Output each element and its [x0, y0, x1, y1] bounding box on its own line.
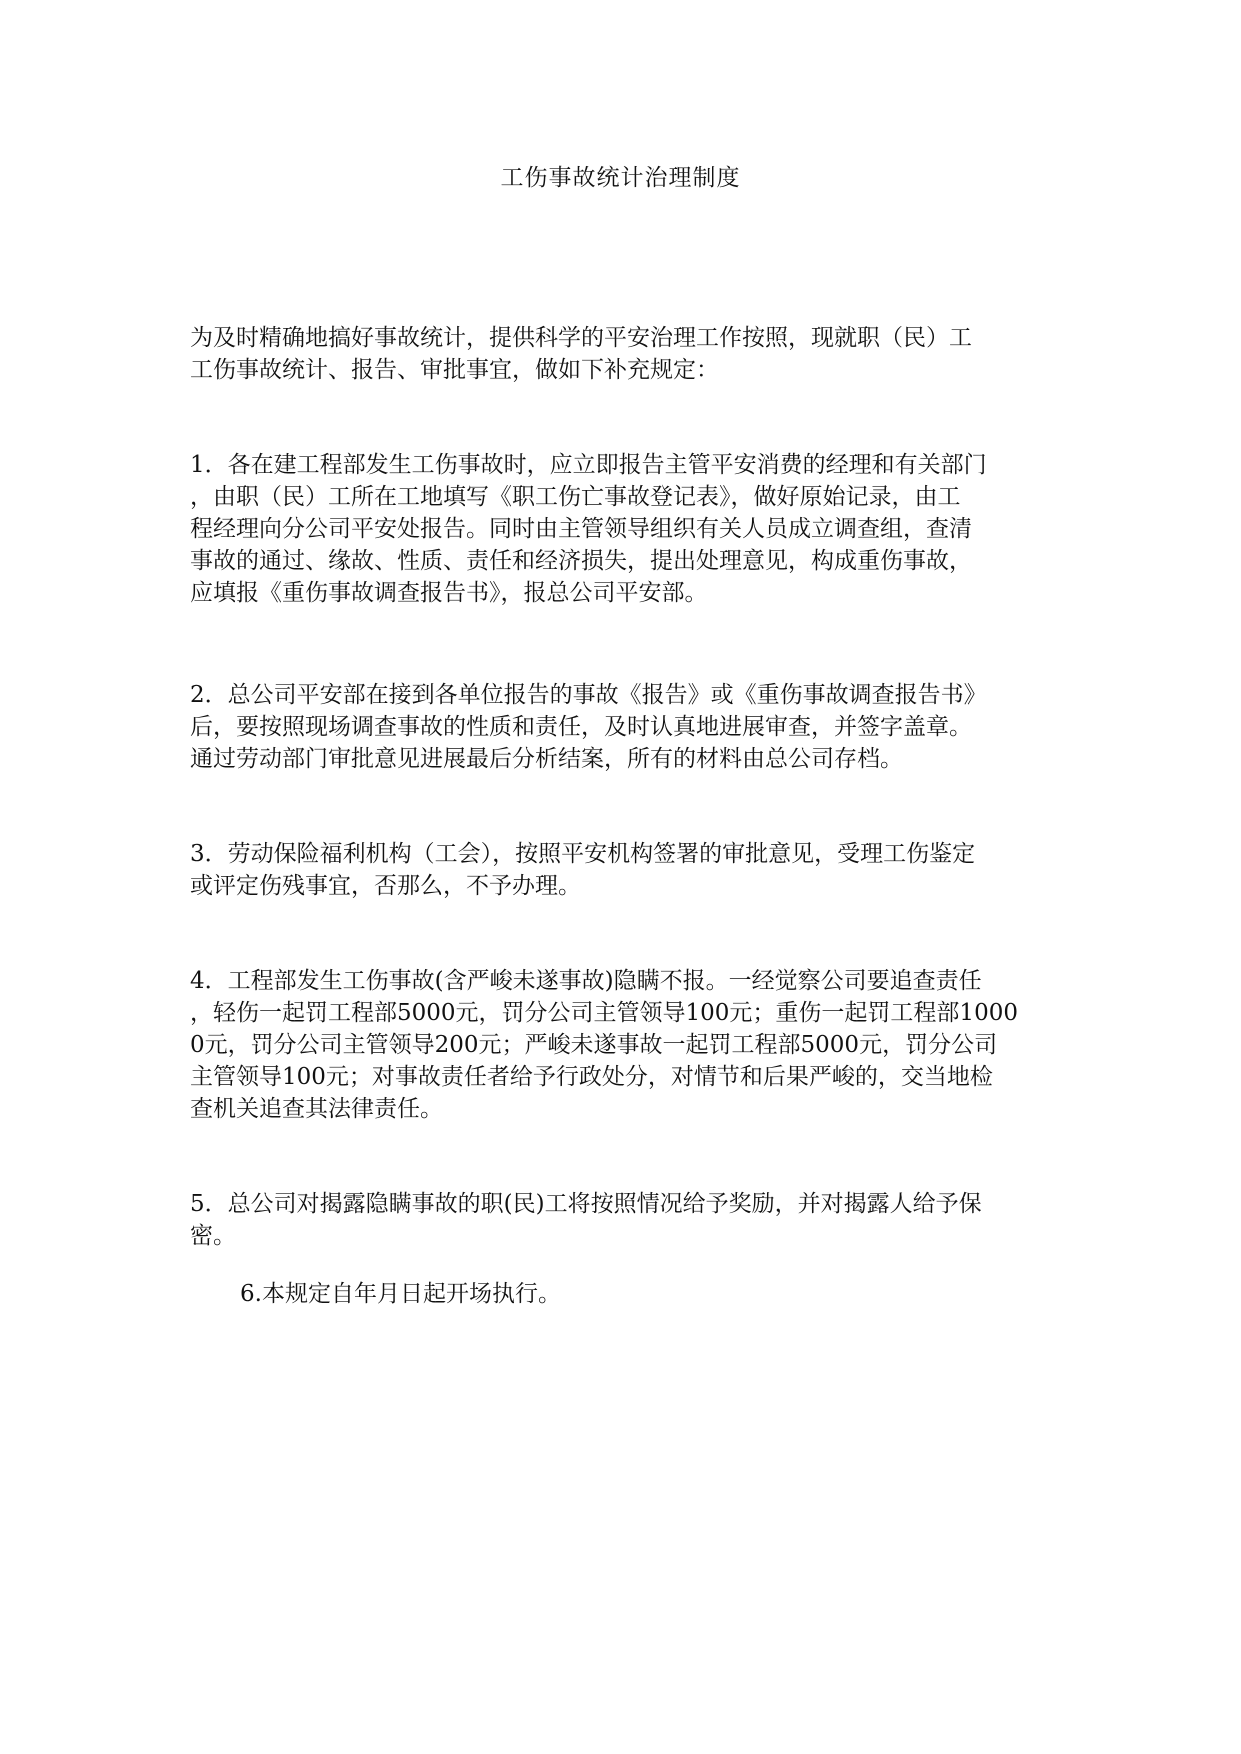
document-title: 工伤事故统计治理制度 [500, 165, 741, 191]
text-line: 3．劳动保险福利机构（工会），按照平安机构签署的审批意见，受理工伤鉴定 [190, 841, 976, 867]
text-line: 0元，罚分公司主管领导200元；严峻未遂事故一起罚工程部5000元，罚分公司 [190, 1032, 998, 1058]
text-line: 后，要按照现场调查事故的性质和责任，及时认真地进展审查，并签字盖章。 [190, 714, 972, 740]
text-line: ，由职（民）工所在工地填写《职工伤亡事故登记表》，做好原始记录，由工 [190, 484, 961, 510]
text-line: 为及时精确地搞好事故统计，提供科学的平安治理工作按照，现就职（民）工 [190, 325, 972, 351]
text-line: 应填报《重伤事故调查报告书》，报总公司平安部。 [190, 580, 708, 606]
text-line: 密。 [190, 1223, 236, 1249]
text-line: 查机关追查其法律责任。 [190, 1096, 443, 1122]
clause-4-paragraph [190, 965, 1052, 1125]
text-line: 4．工程部发生工伤事故(含严峻未遂事故)隐瞒不报。一经觉察公司要追查责任 [190, 968, 982, 994]
text-line: 工伤事故统计、报告、审批事宜，做如下补充规定： [190, 357, 719, 383]
text-line: ，轻伤一起罚工程部5000元，罚分公司主管领导100元；重伤一起罚工程部1000 [190, 1000, 1018, 1026]
clause-3-paragraph [190, 838, 1052, 902]
clause-5-paragraph [190, 1188, 1052, 1252]
text-line: 6.本规定自年月日起开场执行。 [240, 1281, 561, 1307]
text-line: 1．各在建工程部发生工伤事故时，应立即报告主管平安消费的经理和有关部门 [190, 452, 987, 478]
clause-2-paragraph [190, 679, 1052, 775]
text-line: 2．总公司平安部在接到各单位报告的事故《报告》或《重伤事故调查报告书》 [190, 682, 987, 708]
text-line: 通过劳动部门审批意见进展最后分析结案，所有的材料由总公司存档。 [190, 746, 903, 772]
clause-6-paragraph [240, 1278, 1102, 1310]
text-line: 程经理向分公司平安处报告。同时由主管领导组织有关人员成立调查组，查清 [190, 516, 972, 542]
text-line: 5．总公司对揭露隐瞒事故的职(民)工将按照情况给予奖励，并对揭露人给予保 [190, 1191, 982, 1217]
text-line: 主管领导100元；对事故责任者给予行政处分，对情节和后果严峻的，交当地检 [190, 1064, 993, 1090]
text-line: 或评定伤残事宜，否那么，不予办理。 [190, 873, 581, 899]
clause-1-paragraph [190, 449, 1052, 609]
intro-paragraph [190, 322, 1052, 386]
text-line: 事故的通过、缘故、性质、责任和经济损失，提出处理意见，构成重伤事故， [190, 548, 972, 574]
